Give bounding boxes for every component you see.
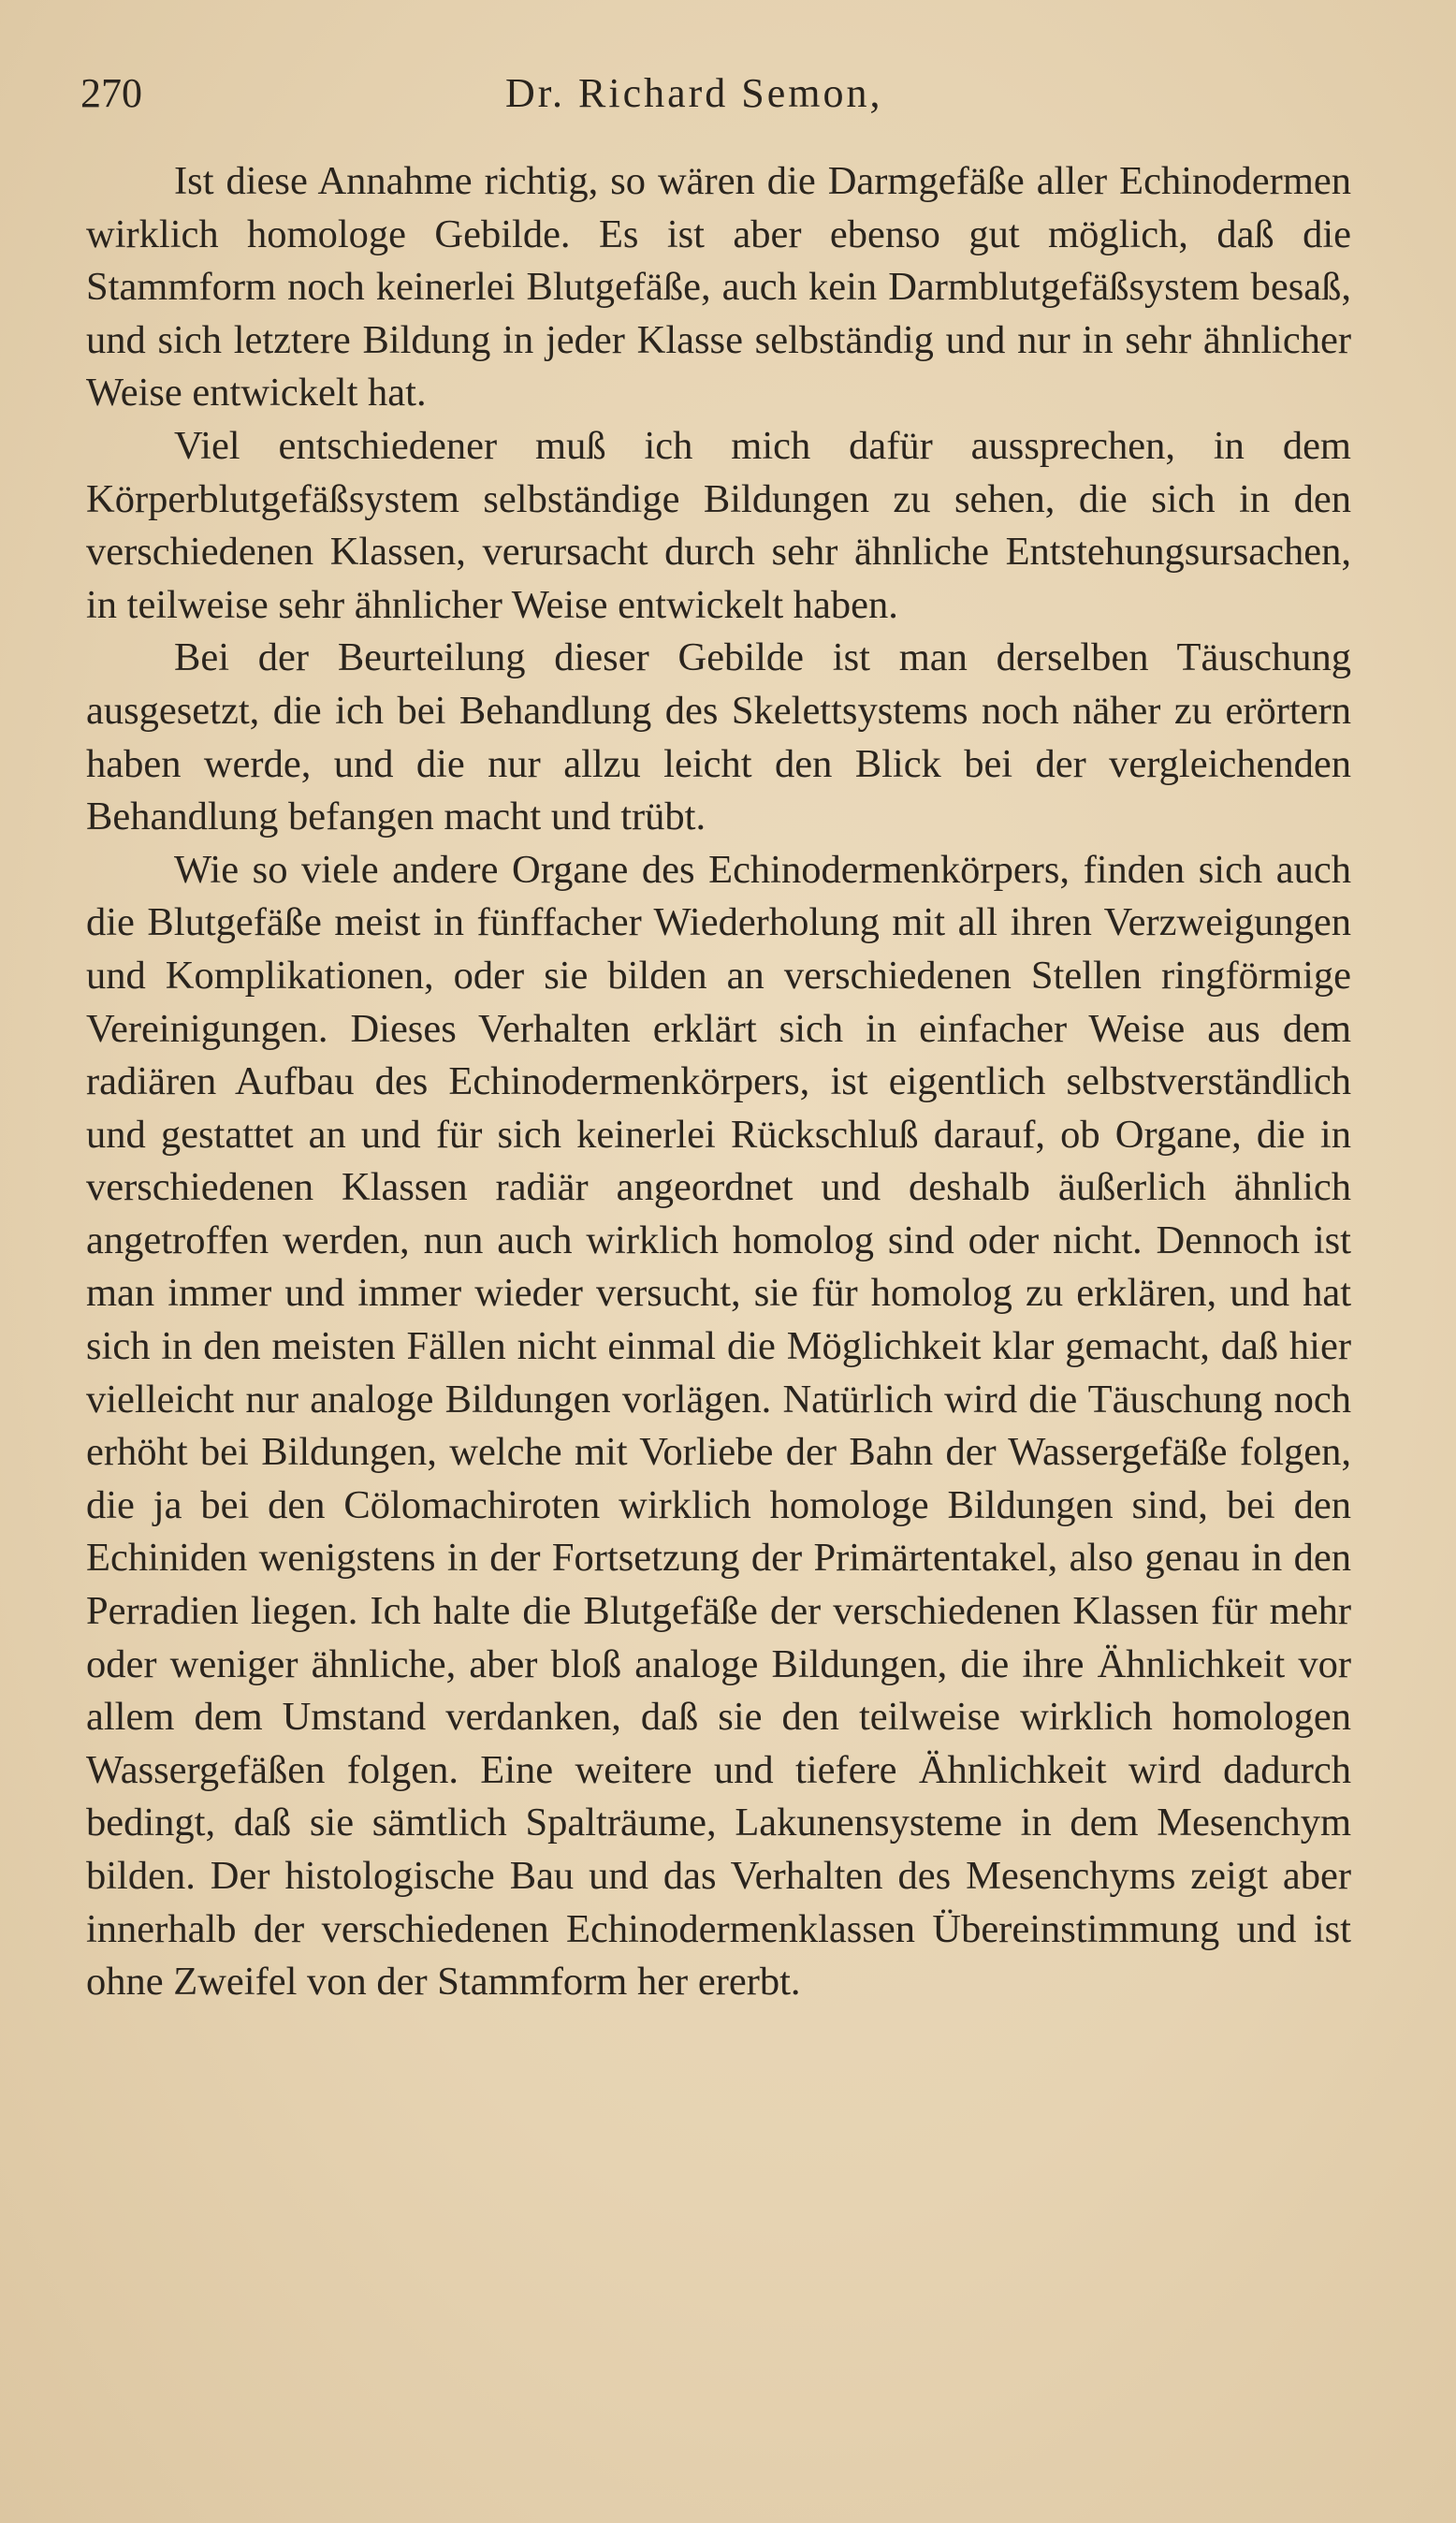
paragraph: Ist diese Annahme richtig, so wären die Darmgefäße aller Echinodermen wirklich homologe Gebilde. Es ist aber ebenso gut möglich, daß die Stammform noch keinerlei Blutgefäße, auch kein Darmblutgefäßsystem besaß, und sich letztere Bildung in jeder Klasse selbständig und nur in sehr ähnlicher Weise entwickelt hat. — [86, 159, 1351, 416]
page-header — [80, 66, 1357, 122]
paragraph: Viel entschiedener muß ich mich dafür aussprechen, in dem Körperblutgefäßsystem selbständige Bildungen zu sehen, die sich in den verschiedenen Klassen, verursacht durch sehr ähnliche Entstehungsursachen, in teilweise sehr ähnlicher Weise entwickelt haben. — [86, 423, 1351, 627]
paragraph: Wie so viele andere Organe des Echinodermenkörpers, finden sich auch die Blutgefäße meist in fünffacher Wiederholung mit all ihren Verzweigungen und Komplikationen, oder sie bilden an verschiedenen Stellen ringförmige Vereinigungen. Dieses Verhalten erklärt sich in einfacher Weise aus dem radiären Aufbau des Echinodermenkörpers, ist eigentlich selbstverständlich und gestattet an und für sich keinerlei Rückschluß darauf, ob Organe, die in verschiedenen Klassen radiär angeordnet und deshalb äußerlich ähnlich angetroffen werden, nun auch wirklich homolog sind oder nicht. Dennoch ist man immer und immer wieder versucht, sie für homolog zu erklären, und hat sich in den meisten Fällen nicht einmal die Möglichkeit klar gemacht, daß hier vielleicht nur analoge Bildungen vorlägen. Natürlich wird die Täuschung noch erhöht bei Bildungen, welche mit Vorliebe der Bahn der Wassergefäße folgen, die ja bei den Cölomachiroten wirklich homologe Bildungen sind, bei den Echiniden wenigstens in der Fortsetzung der Primärtentakel, also genau in den Perradien liegen. Ich halte die Blutgefäße der verschiedenen Klassen für mehr oder weniger ähnliche, aber bloß analoge Bildungen, die ihre Ähnlichkeit vor allem dem Umstand verdanken, daß sie den teilweise wirklich homologen Wassergefäßen folgen. Eine weitere und tiefere Ähnlichkeit wird dadurch bedingt, daß sie sämtlich Spalträume, Lakunensysteme in dem Mesenchym bilden. Der histologische Bau und das Verhalten des Mesenchyms zeigt aber innerhalb der verschiedenen Echinodermenklassen Übereinstimmung und ist ohne Zweifel von der Stammform her ererbt. — [86, 847, 1351, 2005]
running-head: Dr. Richard Semon, — [505, 70, 883, 116]
body-text — [86, 155, 1351, 2009]
page-number: 270 — [80, 70, 142, 116]
paragraph: Bei der Beurteilung dieser Gebilde ist man derselben Täuschung ausgesetzt, die ich bei Behandlung des Skelettsystems noch näher zu erörtern haben werde, und die nur allzu leicht den Blick bei der vergleichenden Behandlung befangen macht und trübt. — [86, 635, 1351, 839]
